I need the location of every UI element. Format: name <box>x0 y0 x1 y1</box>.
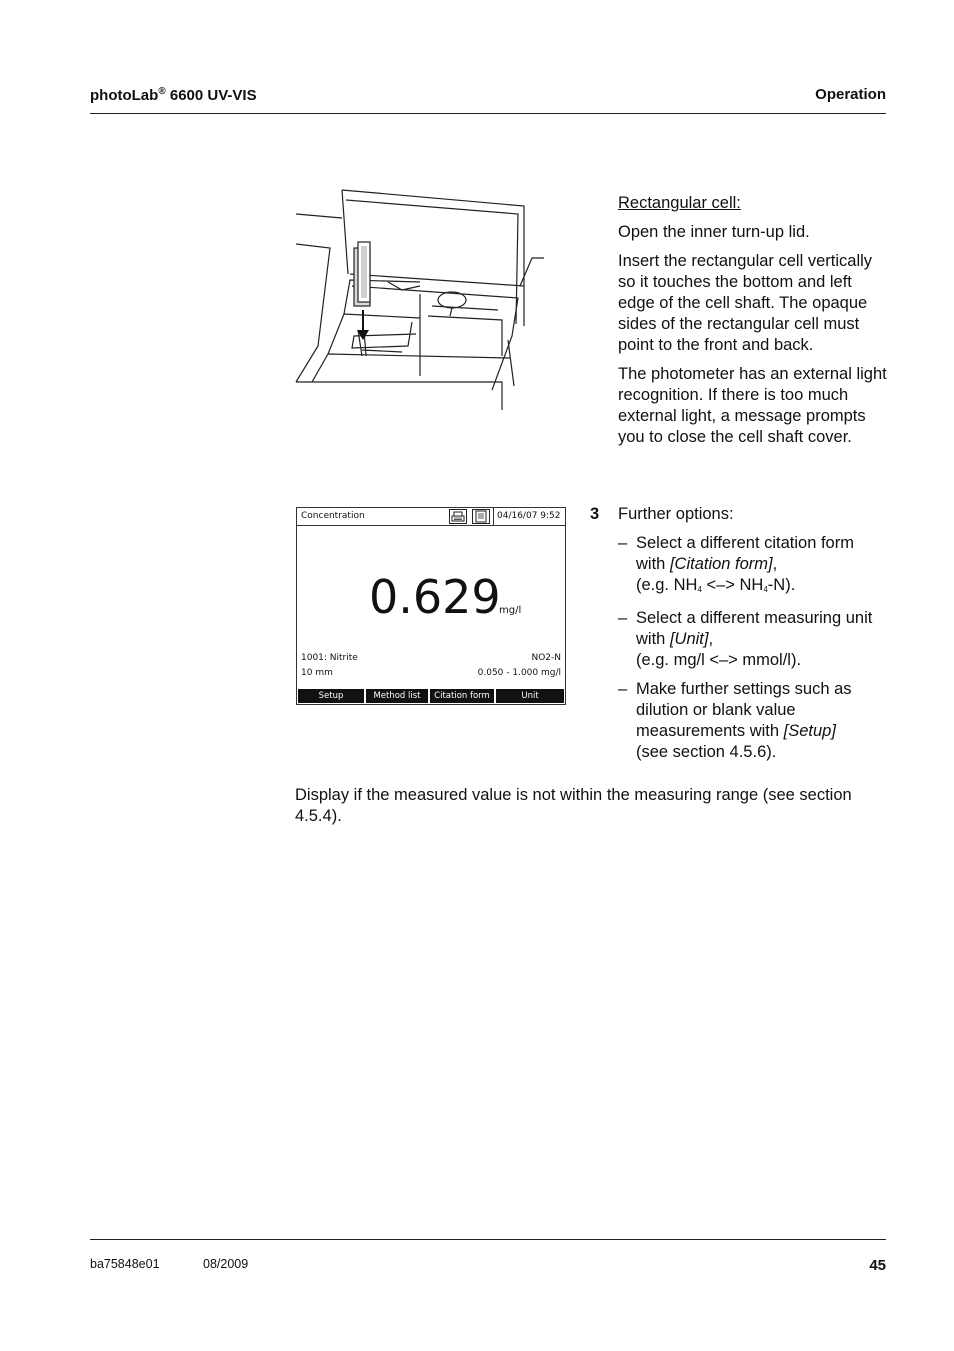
doc-id: ba75848e01 <box>90 1257 160 1271</box>
display-title: Concentration <box>301 511 365 521</box>
cell-shaft-diagram <box>292 186 552 414</box>
rect-cell-step-insert: Insert the rectangular cell vertically so it touches the bottom and left edge of the cell shaft. The opaque sides of the rectangular cell must point to the front and back. <box>618 252 873 354</box>
step3-section <box>618 504 886 771</box>
list-dash: – <box>618 609 628 627</box>
product-model: 6600 UV-VIS <box>165 87 257 104</box>
header-section: Operation <box>815 86 886 103</box>
rect-cell-step-open: Open the inner turn-up lid. <box>618 223 810 241</box>
range-note: Display if the measured value is not within the measuring range (see section 4.5.4). <box>295 786 852 825</box>
footer-rule <box>90 1239 886 1240</box>
list-dash: – <box>618 680 628 698</box>
header-rule <box>90 113 886 114</box>
title-divider <box>493 508 494 525</box>
printer-icon <box>449 509 467 524</box>
display-title-bar <box>297 508 565 526</box>
measured-value: 0.629 <box>369 570 501 624</box>
softkey-setup[interactable]: Setup <box>298 689 364 703</box>
step-number: 3 <box>590 505 600 523</box>
list-dash: – <box>618 534 628 552</box>
registered-mark: ® <box>158 86 166 97</box>
header-product <box>90 86 257 104</box>
option-setup: – Make further settings such as dilution or blank value measurements with [Setup] (see section 4.5.6). <box>618 680 852 761</box>
cell-length: 10 mm <box>301 668 333 678</box>
measuring-range: 0.050 - 1.000 mg/l <box>477 668 561 678</box>
device-display <box>296 507 566 705</box>
citation-value: NO2-N <box>531 653 561 663</box>
doc-date: 08/2009 <box>203 1257 249 1271</box>
softkey-method-list[interactable]: Method list <box>366 689 428 703</box>
memory-icon <box>472 509 490 524</box>
option-unit: – Select a different measuring unit with [Unit], (e.g. mg/l <–> mmol/l). <box>618 609 873 669</box>
page-number: 45 <box>869 1257 886 1274</box>
rect-cell-light-note: The photometer has an external light recognition. If there is too much external light, a message prompts you to close the cell shaft cover. <box>618 365 887 446</box>
rect-cell-section <box>618 193 888 456</box>
softkey-unit[interactable]: Unit <box>496 689 564 703</box>
softkey-citation-form[interactable]: Citation form <box>430 689 494 703</box>
product-name: photoLab <box>90 87 159 104</box>
rect-cell-heading: Rectangular cell: <box>618 194 741 212</box>
step3-title: Further options: <box>618 505 734 523</box>
display-datetime: 04/16/07 9:52 <box>497 511 561 521</box>
option-citation-form: – Select a different citation form with [Citation form], (e.g. $NH_4$ <–> $NH_4-N$). <box>618 534 854 594</box>
method-name: 1001: Nitrite <box>301 653 358 663</box>
measured-unit: mg/l <box>499 605 522 616</box>
